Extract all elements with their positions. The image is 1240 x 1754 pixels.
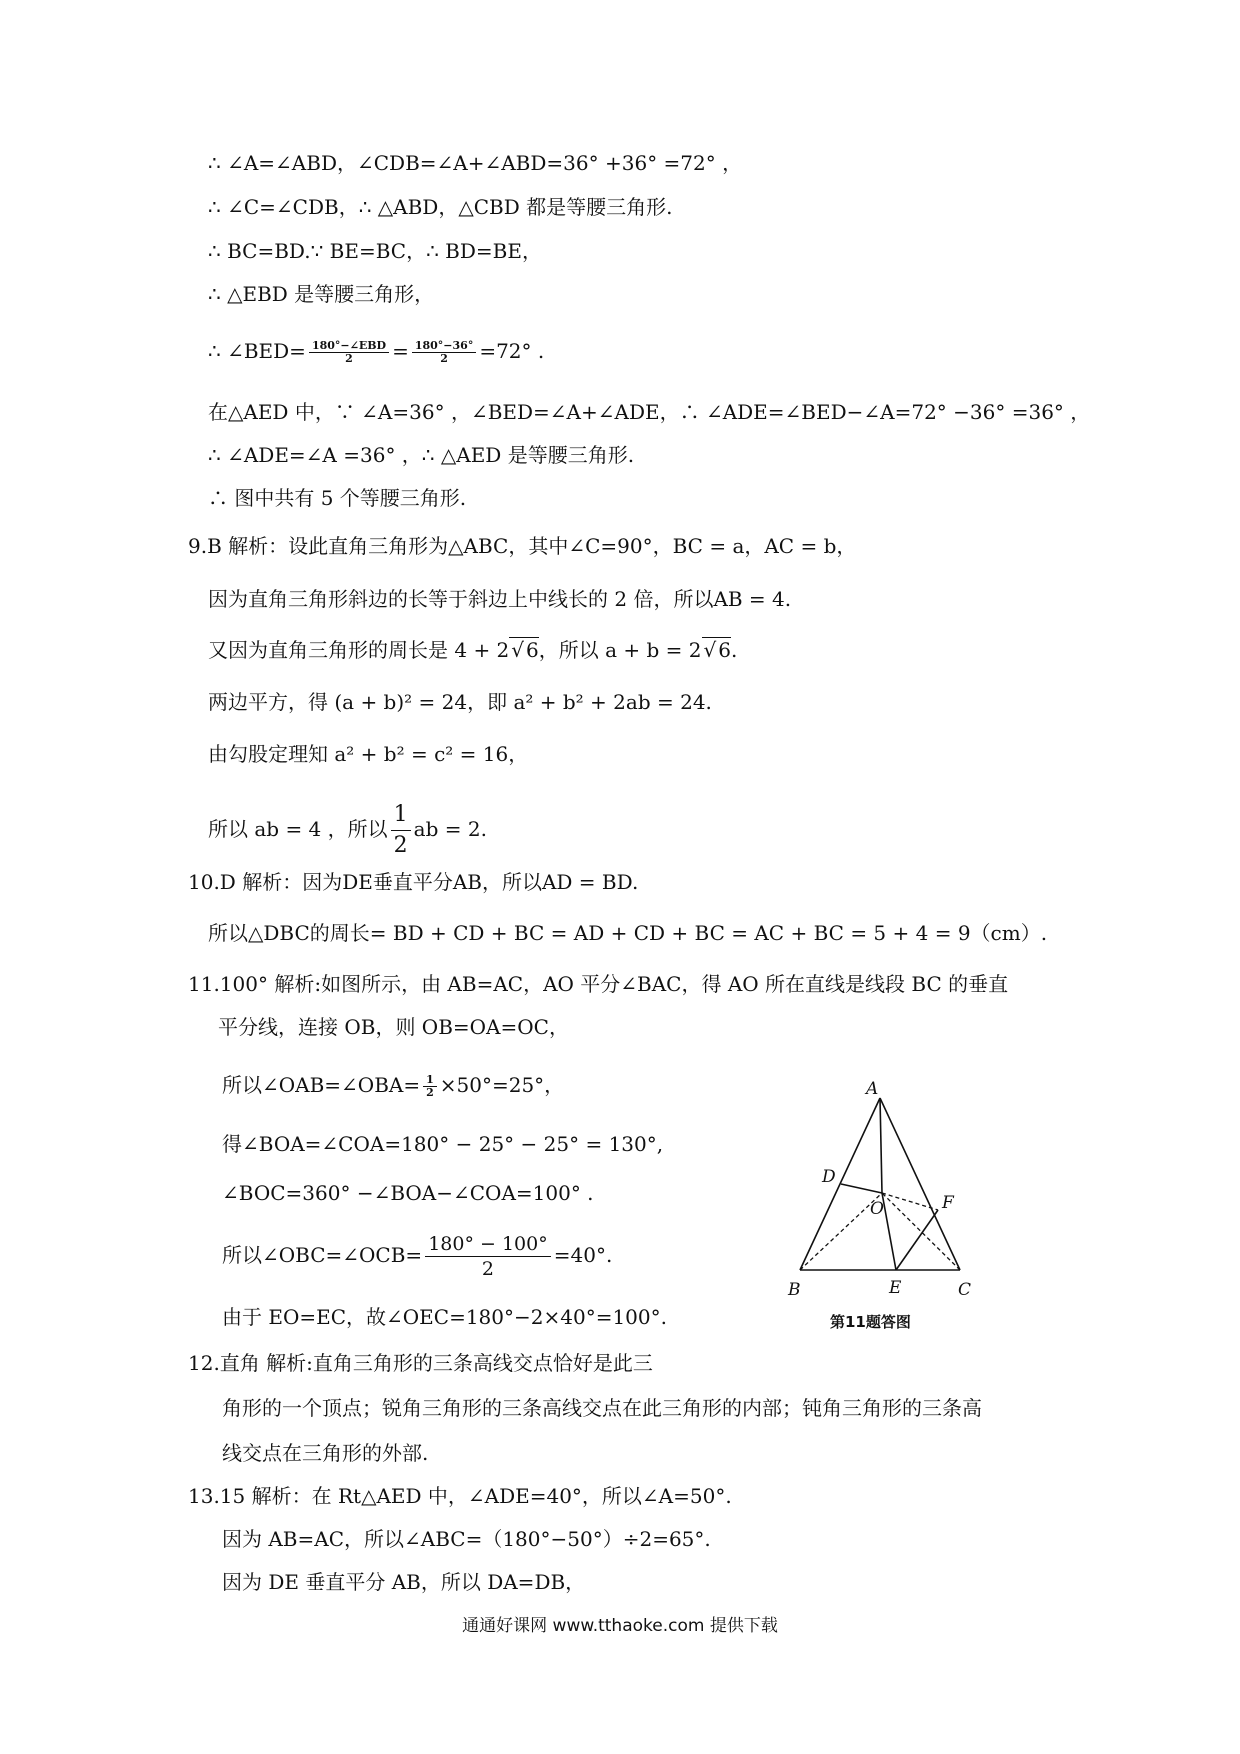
text-line: 在△AED 中，∵ ∠A=36° ，∠BED=∠A+∠ADE，∴ ∠ADE=∠BED−∠A=72° −36° =36° ， (208, 400, 1091, 424)
denominator: 2 (481, 1258, 495, 1280)
numerator: 180° − 100° (425, 1232, 551, 1257)
text-line: 平分线，连接 OB，则 OB=OA=OC， (218, 1015, 569, 1039)
text-line: 所以△DBC的周长= BD + CD + BC = AD + CD + BC = AC + BC = 5 + 4 = 9（cm）. (208, 921, 1048, 945)
equation-text: 所以 ab = 4 ，所以 (208, 817, 388, 841)
equation-text: ，所以 a + b = 2 (538, 638, 702, 662)
equation-text: 所以∠OBC=∠OCB= (222, 1243, 423, 1267)
equation-text: ab = 2. (413, 817, 487, 841)
text-line: ∴ 图中共有 5 个等腰三角形. (208, 486, 467, 510)
vertex-label-e: E (889, 1278, 902, 1298)
text-line: 12.直角 解析:直角三角形的三条高线交点恰好是此三 (188, 1351, 653, 1375)
text-line: ∴ ∠C=∠CDB，∴ △ABD，△CBD 都是等腰三角形. (208, 195, 673, 219)
vertex-label-a: A (866, 1080, 879, 1099)
equation-line (208, 338, 544, 365)
segment-ef (896, 1210, 938, 1270)
equation-text: =72° . (479, 339, 545, 363)
radicand: 6 (718, 638, 732, 662)
numerator: 180°−∠EBD (309, 340, 389, 353)
text-line: 13.15 解析：在 Rt△AED 中，∠ADE=40°，所以∠A=50°. (188, 1484, 732, 1508)
radicand: 6 (526, 638, 539, 662)
figure-caption: 第11题答图 (830, 1313, 911, 1331)
edge-ab (800, 1098, 880, 1270)
text-line: 9.B 解析：设此直角三角形为△ABC，其中∠C=90°，BC = a，AC = b， (188, 534, 857, 558)
equation-text: = (392, 339, 409, 363)
text-line: 10.D 解析：因为DE垂直平分AB，所以AD = BD. (188, 870, 639, 894)
numerator: 1 (423, 1074, 437, 1087)
text-line: 得∠BOA=∠COA=180° − 25° − 25° = 130°, (222, 1132, 664, 1156)
segment-of-dashed (882, 1193, 938, 1210)
equation-line (208, 637, 737, 663)
equation-text: =40°. (553, 1243, 613, 1267)
text-line: ∴ △EBD 是等腰三角形， (208, 282, 435, 306)
numerator: 1 (391, 800, 411, 831)
fraction (425, 1232, 551, 1281)
page-footer: 通通好课网 www.tthaoke.com 提供下载 (462, 1616, 778, 1636)
vertex-label-b: B (788, 1280, 801, 1300)
vertex-label-f: F (942, 1193, 954, 1213)
text-line: 角形的一个顶点；锐角三角形的三条高线交点在此三角形的内部；钝角三角形的三条高 (222, 1396, 982, 1420)
fraction (423, 1074, 437, 1099)
text-line: 由勾股定理知 a² + b² = c² = 16， (208, 742, 529, 766)
text-line: ∴ BC=BD.∵ BE=BC，∴ BD=BE， (208, 239, 542, 263)
equation-text: ×50°=25°， (439, 1073, 565, 1097)
equation-text: . (731, 638, 738, 662)
equation-text: ∴ ∠BED= (208, 339, 306, 363)
fraction (412, 340, 477, 365)
vertex-label-c: C (958, 1280, 972, 1300)
text-line: 因为 DE 垂直平分 AB，所以 DA=DB， (222, 1570, 586, 1594)
fraction (391, 800, 411, 861)
vertex-label-o: O (870, 1199, 884, 1219)
text-line: 两边平方，得 (a + b)² = 24，即 a² + b² + 2ab = 24. (208, 690, 712, 714)
text-line: 11.100° 解析:如图所示，由 AB=AC，AO 平分∠BAC，得 AO 所在直线是线段 BC 的垂直 (188, 972, 1009, 996)
denominator: 2 (426, 1086, 434, 1099)
text-line: 因为 AB=AC，所以∠ABC=（180°−50°）÷2=65°. (222, 1527, 711, 1551)
equation-line (208, 800, 487, 861)
equation-line (222, 1232, 612, 1281)
sqrt-icon: √ (511, 638, 525, 662)
text-line: 因为直角三角形斜边的长等于斜边上中线长的 2 倍，所以AB = 4. (208, 587, 792, 611)
segment-ao (880, 1098, 882, 1193)
sqrt-icon: √ (703, 638, 717, 662)
numerator: 180°−36° (412, 340, 477, 353)
vertex-label-d: D (822, 1167, 836, 1187)
segment-do (841, 1184, 882, 1193)
text-line: 线交点在三角形的外部. (222, 1441, 429, 1465)
equation-line (222, 1072, 564, 1099)
triangle-figure (780, 1080, 1010, 1340)
fraction (309, 340, 389, 365)
equation-text: 又因为直角三角形的周长是 4 + 2 (208, 638, 510, 662)
text-line: ∠BOC=360° −∠BOA−∠COA=100° . (222, 1181, 594, 1205)
denominator: 2 (393, 833, 408, 858)
text-line: ∴ ∠A=∠ABD，∠CDB=∠A+∠ABD=36° +36° =72° ， (208, 151, 743, 175)
denominator: 2 (440, 352, 448, 365)
equation-text: 所以∠OAB=∠OBA= (222, 1073, 421, 1097)
denominator: 2 (345, 352, 353, 365)
text-line: ∴ ∠ADE=∠A =36° ，∴ △AED 是等腰三角形. (208, 443, 635, 467)
text-line: 由于 EO=EC，故∠OEC=180°−2×40°=100°. (222, 1305, 667, 1329)
